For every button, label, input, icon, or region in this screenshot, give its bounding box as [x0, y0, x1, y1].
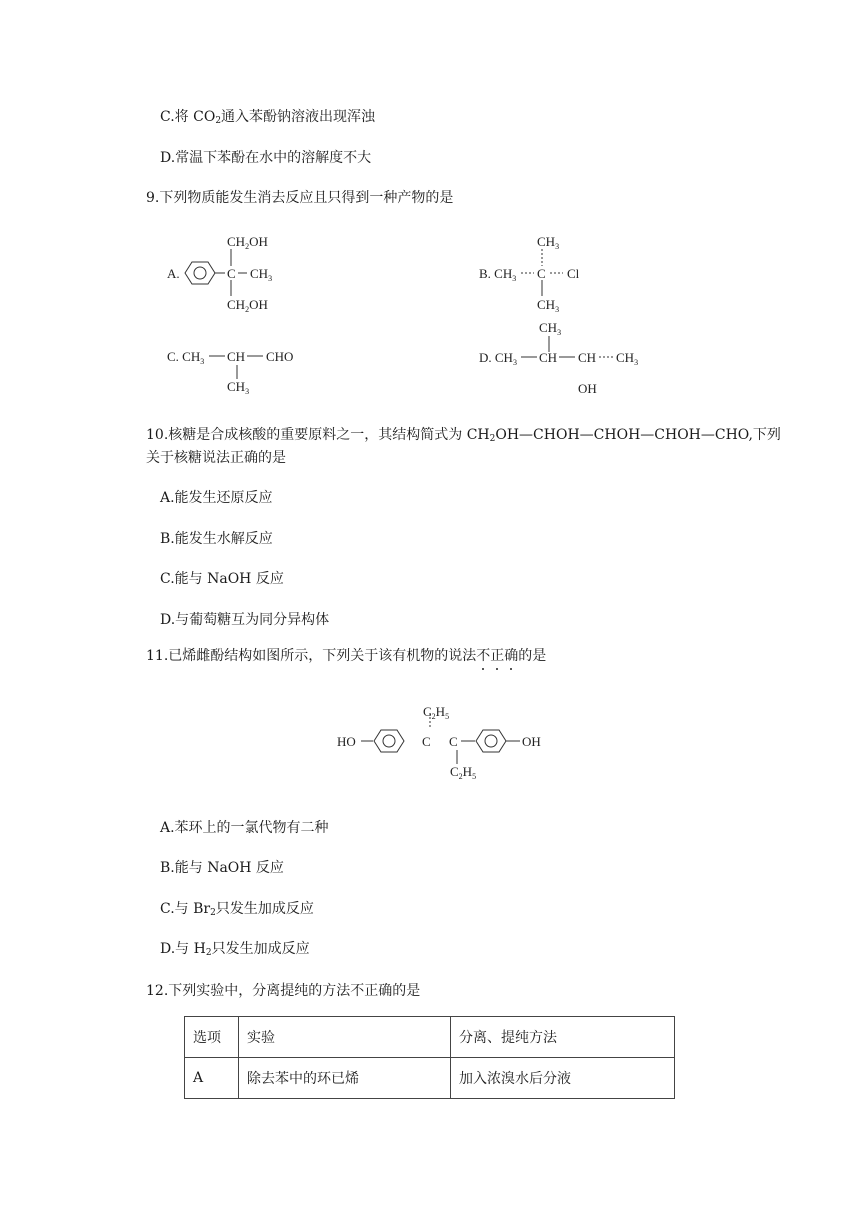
table-cell: A — [185, 1058, 239, 1099]
svg-text:CH: CH — [227, 349, 246, 364]
svg-text:CH3: $CH_3$ — [537, 234, 560, 251]
svg-text:HO: HO — [337, 734, 356, 749]
svg-text:CH2OH: $CH_2OH$ — [227, 234, 268, 251]
q8-option-c: C.将 $CO_2$通入苯酚钠溶液出现浑浊 — [160, 109, 376, 126]
svg-text:C2H5: $C_2H_5$ — [450, 764, 477, 781]
svg-text:A.: A. — [167, 266, 180, 281]
q9-option-d-structure — [479, 318, 649, 398]
q10-option-b: B.能发生水解反应 — [160, 531, 273, 547]
table-cell: 加入浓溴水后分液 — [451, 1058, 675, 1099]
svg-text:C. CH3: C. $CH_3$ — [167, 349, 205, 366]
svg-text:C: C — [449, 734, 458, 749]
svg-text:CH2OH: $CH_2OH$ — [227, 297, 268, 314]
q11-option-a: A.苯环上的一氯代物有二种 — [160, 820, 329, 836]
q11-structure — [337, 702, 557, 782]
svg-text:CH3: $CH_3$ — [250, 266, 273, 283]
q9-option-a-structure — [165, 232, 295, 314]
q11-option-d: D.与 $H_2$只发生加成反应 — [160, 941, 310, 958]
q9-option-b-structure — [479, 232, 609, 314]
q12-table — [184, 1016, 675, 1099]
svg-text:CH3: $CH_3$ — [227, 379, 250, 396]
table-cell: 除去苯中的环已烯 — [239, 1058, 451, 1099]
q11-stem: 11.已烯雌酚结构如图所示，下列关于该有机物的说法不正确的是 — [146, 648, 547, 664]
svg-text:CH3: $CH_3$ — [537, 297, 560, 314]
svg-text:C: C — [227, 266, 236, 281]
svg-text:C2H5: $C_2H_5$ — [423, 704, 450, 721]
q11-option-c: C.与 $Br_2$只发生加成反应 — [160, 901, 314, 918]
svg-text:C: C — [422, 734, 431, 749]
q9-stem: 9.下列物质能发生消去反应且只得到一种产物的是 — [146, 190, 454, 206]
table-header-cell: 实验 — [239, 1017, 451, 1058]
benzene-ring-icon — [476, 730, 506, 752]
svg-text:CH3: $CH_3$ — [539, 320, 562, 337]
svg-text:D. CH3: D. $CH_3$ — [479, 350, 517, 367]
q10-option-d: D.与葡萄糖互为同分异构体 — [160, 612, 330, 628]
svg-text:CHO: CHO — [266, 349, 294, 364]
svg-text:CH: CH — [539, 350, 558, 365]
benzene-ring-icon — [185, 262, 215, 284]
q10-stem: 10.核糖是合成核酸的重要原料之一，其结构简式为 $CH_2OH—CHOH—CHOH—CHOH—CHO$,下列 — [146, 427, 781, 444]
svg-text:OH: OH — [522, 734, 541, 749]
svg-text:CH3: $CH_3$ — [616, 350, 639, 367]
q10-option-c: C.能与 NaOH 反应 — [160, 571, 284, 587]
q8-option-d: D.常温下苯酚在水中的溶解度不大 — [160, 150, 372, 166]
q10-stem-line2: 关于核糖说法正确的是 — [146, 450, 286, 466]
svg-text:Cl: Cl — [567, 266, 580, 281]
svg-text:OH: OH — [578, 381, 597, 396]
q9-option-c-structure — [167, 345, 317, 395]
table-header-row — [185, 1017, 675, 1058]
q10-option-a: A.能发生还原反应 — [160, 490, 273, 506]
q12-stem: 12.下列实验中，分离提纯的方法不正确的是 — [146, 983, 421, 999]
table-header-cell: 分离、提纯方法 — [451, 1017, 675, 1058]
svg-text:C: C — [537, 266, 546, 281]
table-header-cell: 选项 — [185, 1017, 239, 1058]
benzene-ring-icon — [374, 730, 404, 752]
table-row — [185, 1058, 675, 1099]
svg-text:CH: CH — [578, 350, 597, 365]
svg-text:B. CH3: B. $CH_3$ — [479, 266, 517, 283]
q11-option-b: B.能与 NaOH 反应 — [160, 860, 284, 876]
